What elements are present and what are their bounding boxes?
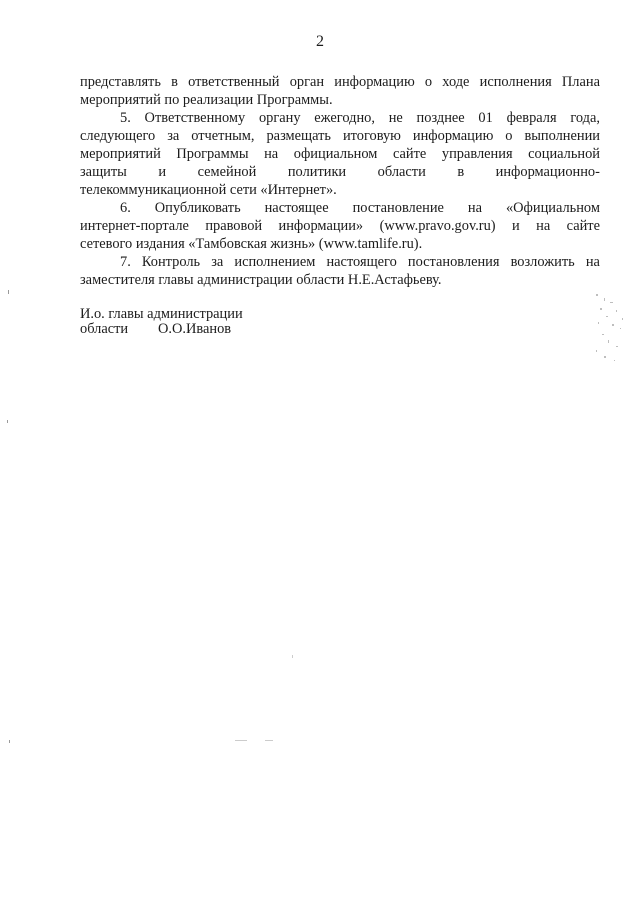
body-line: [80, 163, 600, 181]
body-word: следующего: [80, 128, 156, 144]
body-word: ответственный: [188, 74, 280, 90]
body-word: орган: [289, 74, 325, 90]
body-word: о: [505, 128, 513, 144]
body-word: года,: [570, 110, 600, 126]
body-word: за: [167, 128, 180, 144]
body-word: социальной: [528, 146, 600, 162]
signature-position-line2: области: [80, 321, 129, 337]
body-word: февраля: [506, 110, 557, 126]
scan-speck: [265, 740, 273, 741]
body-line: [80, 127, 600, 145]
body-word: итоговую: [342, 128, 401, 144]
body-word: сайте: [566, 218, 600, 234]
scan-speck: [7, 420, 8, 423]
body-word: информационно-: [495, 164, 600, 180]
body-line: [120, 109, 600, 127]
body-word: настоящее: [264, 200, 329, 216]
body-word: правовой: [205, 218, 263, 234]
body-word: Программы: [176, 146, 249, 162]
body-word: Опубликовать: [154, 200, 241, 216]
body-word: мероприятий: [80, 146, 161, 162]
body-word: исполнения: [479, 74, 552, 90]
body-word: Контроль: [141, 254, 201, 270]
body-word: на: [585, 254, 600, 270]
body-word: информации»: [278, 218, 364, 234]
body-word: 01: [478, 110, 493, 126]
body-word: официальном: [293, 146, 378, 162]
signature-position-line1: И.о. главы администрации: [80, 306, 243, 322]
body-line: [80, 145, 600, 163]
body-word: отчетным,: [191, 128, 255, 144]
body-word: на: [536, 218, 551, 234]
body-line: [120, 199, 600, 217]
body-line: [80, 91, 333, 109]
body-word: защиты: [80, 164, 127, 180]
body-word: (www.pravo.gov.ru): [379, 218, 496, 234]
body-word: о: [424, 74, 433, 90]
scan-speck: [9, 740, 10, 743]
signature-name: О.О.Иванов: [158, 321, 232, 337]
scan-speck: [235, 740, 247, 741]
scan-speck: [292, 655, 293, 658]
body-word: постановления: [407, 254, 500, 270]
body-word: представлять: [80, 74, 161, 90]
body-word: за: [211, 254, 224, 270]
body-word: «Официальном: [505, 200, 600, 216]
body-word: и: [158, 164, 167, 180]
page-number: 2: [316, 33, 324, 50]
body-word: Плана: [561, 74, 600, 90]
body-word: органу: [258, 110, 301, 126]
body-word: политики: [287, 164, 347, 180]
body-word: мероприятий по реализации Программы.: [80, 92, 333, 108]
body-word: сетевого издания «Тамбовская жизнь» (www.tamlife.ru).: [80, 236, 423, 252]
body-word: на: [467, 200, 482, 216]
body-line: [120, 253, 600, 271]
body-line: [80, 235, 422, 253]
body-word: семейной: [197, 164, 257, 180]
body-word: области: [377, 164, 426, 180]
body-line: [80, 73, 600, 91]
body-word: интернет-портале: [80, 218, 189, 234]
body-word: ходе: [442, 74, 470, 90]
body-word: постановление: [352, 200, 444, 216]
body-word: в: [171, 74, 178, 90]
body-line: [80, 181, 337, 199]
body-word: и: [512, 218, 520, 234]
body-word: управления: [441, 146, 513, 162]
scan-speck: [8, 290, 9, 294]
body-line: [80, 271, 442, 289]
body-word: информацию: [412, 128, 494, 144]
body-word: размещать: [266, 128, 331, 144]
body-word: заместителя главы администрации области Н.Е.Астафьеву.: [80, 272, 442, 288]
body-word: возложить: [510, 254, 575, 270]
body-word: Ответственному: [144, 110, 246, 126]
body-word: ежегодно,: [314, 110, 375, 126]
scan-noise-stamp: [590, 290, 630, 370]
body-word: телекоммуникационной сети «Интернет».: [80, 182, 337, 198]
body-word: не: [388, 110, 403, 126]
body-line: [80, 217, 600, 235]
body-word: настоящего: [326, 254, 397, 270]
body-word: сайте: [392, 146, 427, 162]
body-word: позднее: [416, 110, 465, 126]
body-word: исполнением: [234, 254, 316, 270]
body-word: в: [457, 164, 465, 180]
body-word: 5.: [120, 110, 131, 126]
body-word: выполнении: [524, 128, 600, 144]
body-word: на: [264, 146, 279, 162]
body-word: информацию: [334, 74, 415, 90]
body-word: 7.: [120, 254, 131, 270]
body-word: 6.: [120, 200, 131, 216]
